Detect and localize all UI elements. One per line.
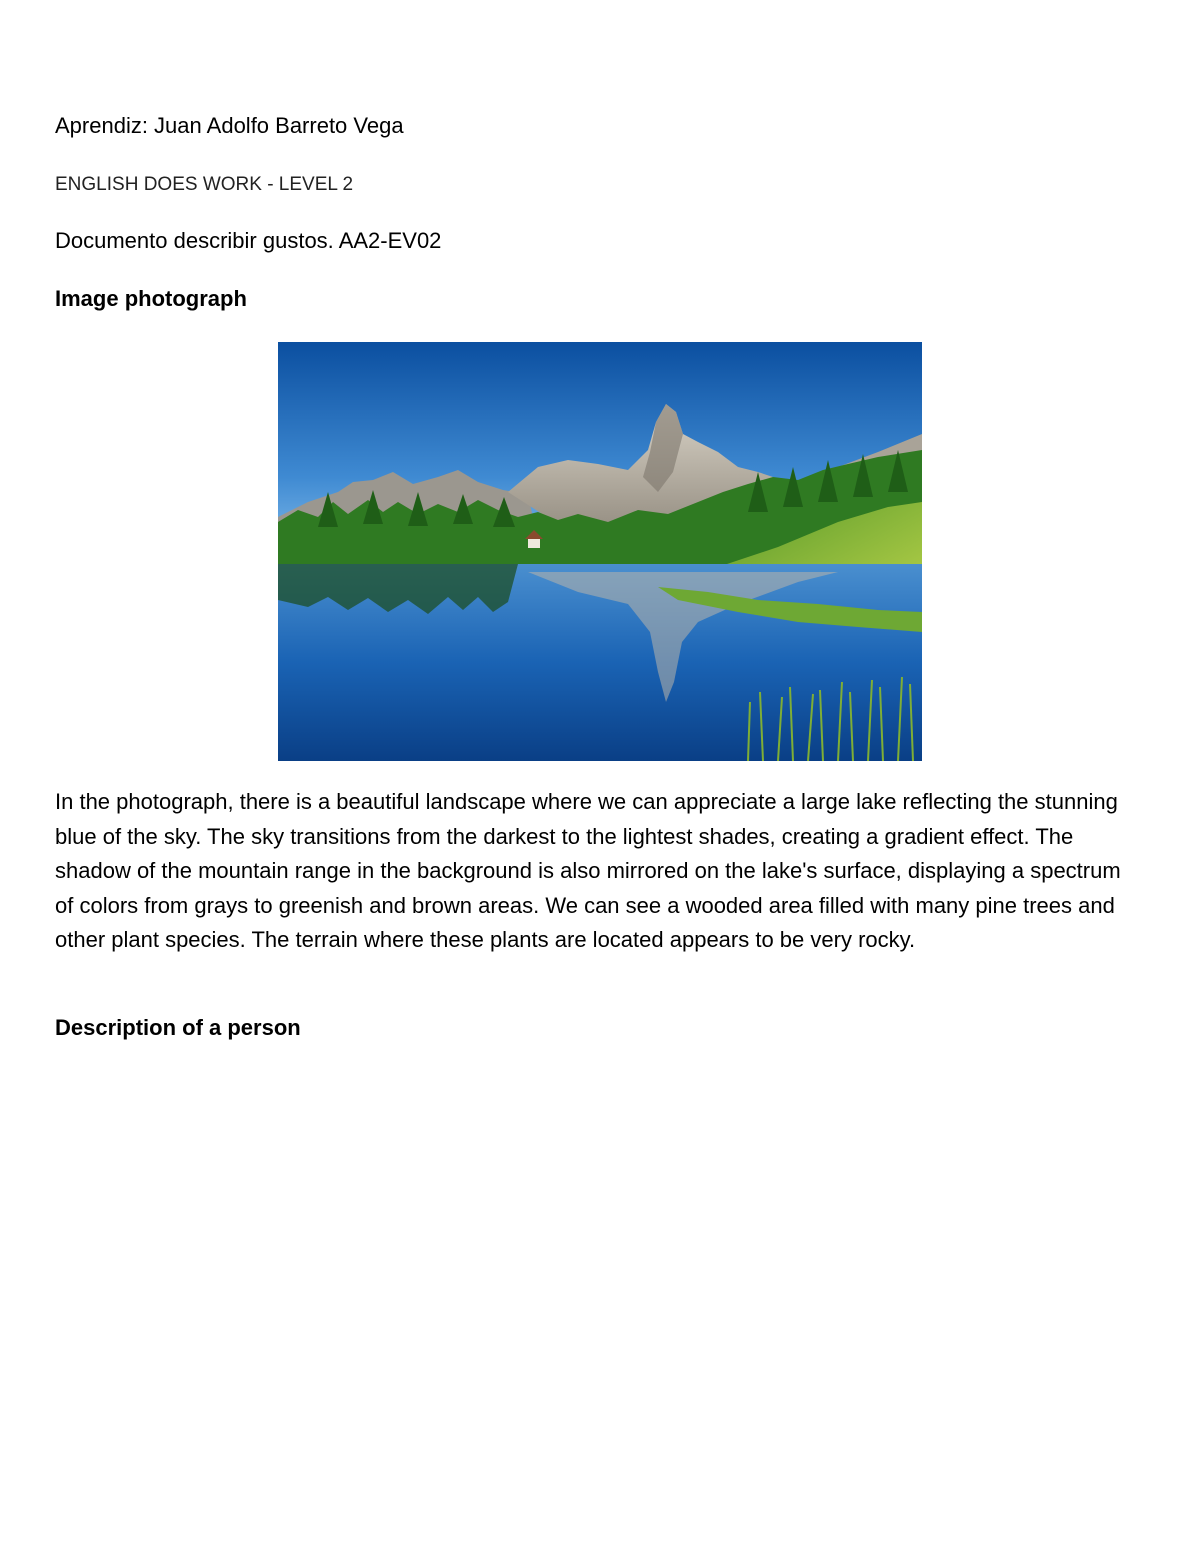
author-line: Aprendiz: Juan Adolfo Barreto Vega bbox=[55, 113, 404, 138]
section-heading-person: Description of a person bbox=[55, 1015, 301, 1040]
cabin bbox=[528, 538, 540, 548]
photo-description: In the photograph, there is a beautiful landscape where we can appreciate a large lake reflecting the stunning blue of the sky. The sky transitions from the darkest to the lightest shades, creating a gradient effect. The shadow of the mountain range in the background is also mirrored on the lake's surface, displaying a spectrum of colors from grays to greenish and brown areas. We can see a wooded area filled with many pine trees and other plant species. The terrain where these plants are located appears to be very rocky. bbox=[55, 789, 1121, 952]
document-title: Documento describir gustos. AA2-EV02 bbox=[55, 228, 442, 253]
landscape-photo-illustration bbox=[278, 342, 922, 761]
landscape-photo bbox=[278, 342, 922, 761]
section-heading-image: Image photograph bbox=[55, 286, 247, 311]
course-line: ENGLISH DOES WORK - LEVEL 2 bbox=[55, 174, 354, 195]
